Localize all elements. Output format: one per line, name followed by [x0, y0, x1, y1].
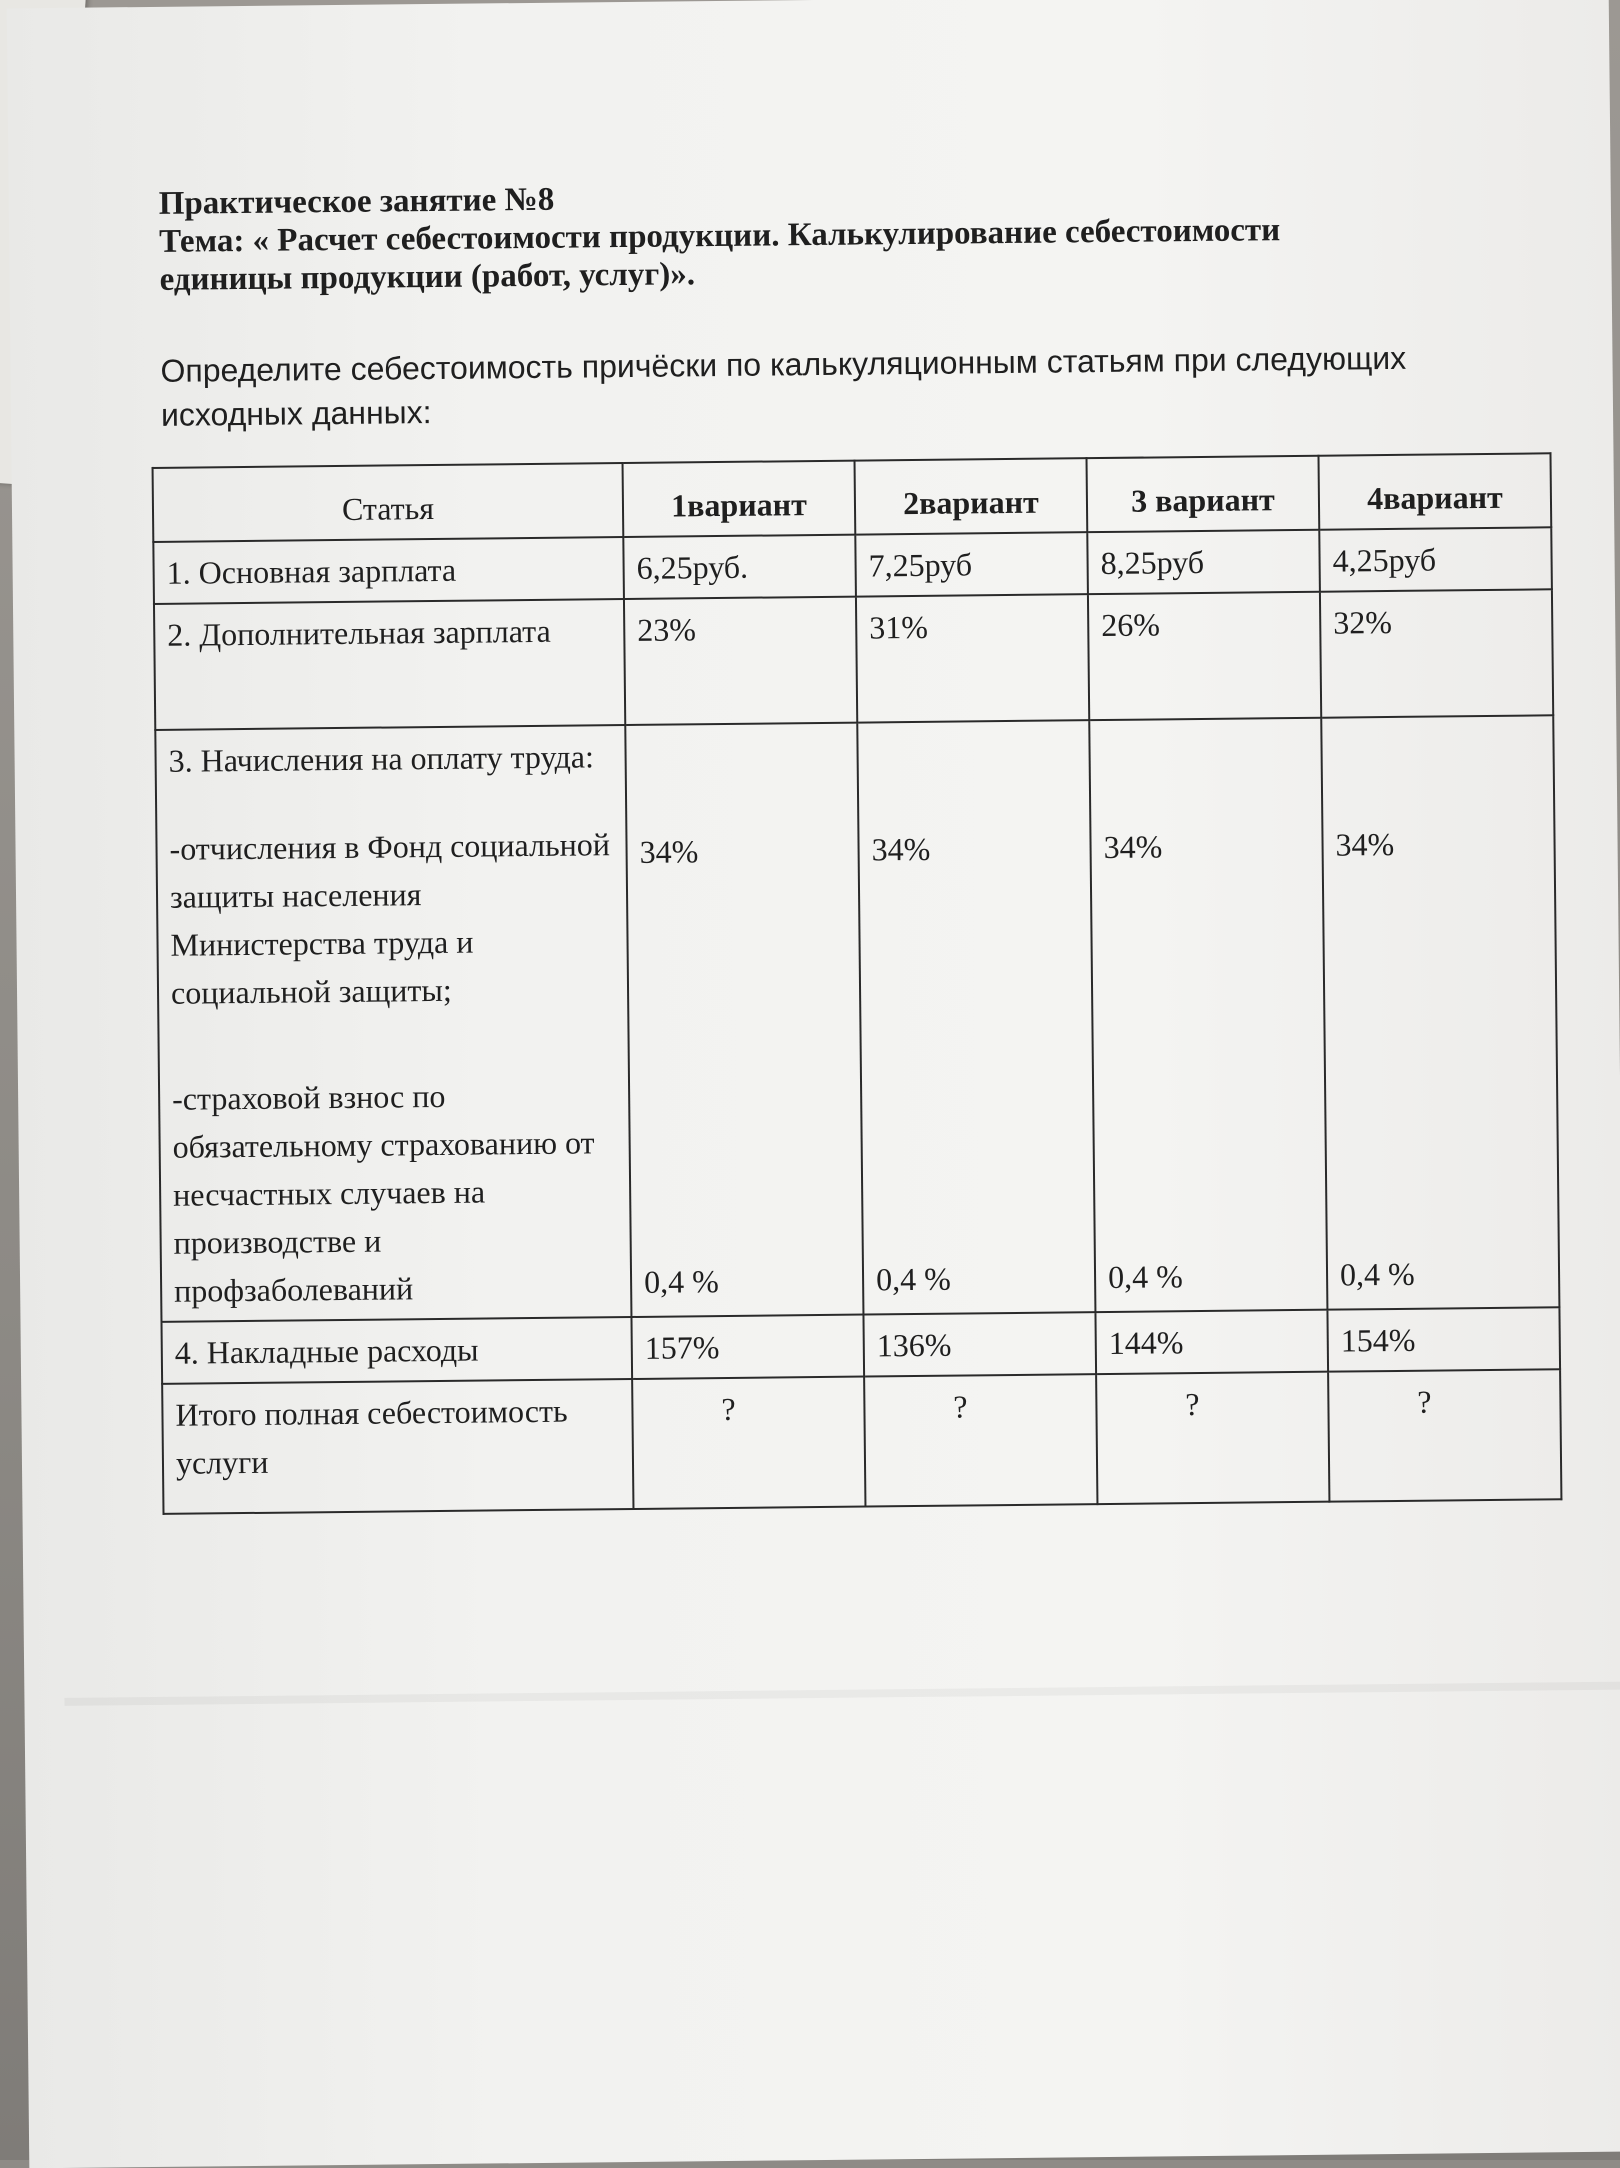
cell-value: 144% — [1095, 1310, 1328, 1374]
charges-cell-2 — [857, 720, 1095, 1314]
cell-value: 34% — [1103, 828, 1163, 866]
cell-value: 32% — [1320, 589, 1553, 717]
task-statement — [160, 335, 1491, 437]
header-variant-3: 3 вариант — [1087, 456, 1320, 532]
row-label-total: Итого полная себестоимость услуги — [162, 1379, 633, 1514]
spacer — [1336, 866, 1546, 1250]
header-variant-4: 4вариант — [1318, 453, 1551, 529]
charges-cell-3 — [1089, 718, 1327, 1312]
row-label-overhead: 4. Накладные расходы — [161, 1317, 632, 1384]
cell-value: 6,25руб. — [623, 535, 856, 599]
task-line-2: исходных данных: — [160, 394, 432, 433]
cell-value: 34% — [1335, 825, 1395, 863]
cell-value: 136% — [863, 1312, 1096, 1376]
cell-value: ? — [1185, 1386, 1200, 1423]
spacer — [1104, 869, 1314, 1253]
task-line-1: Определите себестоимость причёски по калькуляционным статьям при следующих — [160, 339, 1407, 389]
cell-value: 34% — [871, 830, 931, 868]
row-label-charges: 3. Начисления на оплату труда: — [168, 738, 595, 779]
total-cell-2 — [864, 1374, 1097, 1506]
cell-value: ? — [953, 1388, 968, 1425]
cell-value: 0,4 % — [875, 1260, 951, 1298]
total-cell-3 — [1096, 1372, 1329, 1504]
topic-line-continued: единицы продукции (работ, услуг)». — [159, 256, 696, 298]
row-label-charges-cell — [155, 725, 631, 1322]
charges-cell-4 — [1321, 715, 1559, 1309]
cell-value: 34% — [639, 833, 699, 870]
charges-cell-1 — [625, 723, 863, 1317]
paper-crease — [64, 1682, 1620, 1706]
cell-value: ? — [1417, 1383, 1432, 1420]
cell-value: 4,25руб — [1319, 527, 1552, 591]
spacer — [169, 780, 613, 825]
spacer — [638, 730, 845, 828]
cell-value: 0,4 % — [643, 1263, 719, 1300]
table-row — [154, 589, 1553, 730]
spacer — [640, 874, 850, 1258]
table-row — [162, 1369, 1561, 1514]
topic-line: Тема: « Расчет себестоимости продукции. Калькулирование себестоимости — [158, 212, 1281, 260]
cell-value: 0,4 % — [1339, 1255, 1415, 1293]
cell-value: 157% — [631, 1315, 864, 1379]
row-label-salary: 1. Основная зарплата — [153, 537, 624, 604]
cell-value: 154% — [1327, 1307, 1560, 1371]
spacer — [1334, 722, 1541, 820]
total-cell-4 — [1328, 1369, 1561, 1501]
total-cell-1 — [632, 1377, 865, 1509]
spacer — [171, 1012, 616, 1075]
spacer — [1102, 725, 1309, 823]
spacer — [872, 871, 1082, 1255]
header-variant-1: 1вариант — [623, 461, 856, 537]
cost-table — [152, 452, 1563, 1515]
cell-value: 26% — [1088, 592, 1321, 720]
sub-label-insurance: -страховой взнос по обязательному страхованию от несчастных случаев на производстве и профзаболеваний — [171, 1077, 595, 1309]
row-label-extra: 2. Дополнительная зарплата — [154, 599, 625, 730]
sub-label-social-fund: -отчисления в Фонд социальной защиты населения Министерства труда и социальной защиты; — [169, 826, 611, 1011]
cell-value: 7,25руб — [855, 532, 1088, 596]
cell-value: 0,4 % — [1107, 1258, 1183, 1295]
cell-value: 8,25руб — [1087, 530, 1320, 594]
header-variant-2: 2вариант — [855, 458, 1088, 534]
table-row — [155, 715, 1559, 1322]
document-header — [159, 171, 1460, 299]
spacer — [870, 727, 1077, 825]
cell-value: ? — [721, 1390, 736, 1428]
cell-value: 31% — [856, 594, 1089, 722]
header-article: Статья — [153, 463, 624, 542]
lesson-title: Практическое занятие №8 — [158, 181, 555, 222]
cell-value: 23% — [624, 597, 857, 725]
paper-sheet — [7, 0, 1620, 2168]
